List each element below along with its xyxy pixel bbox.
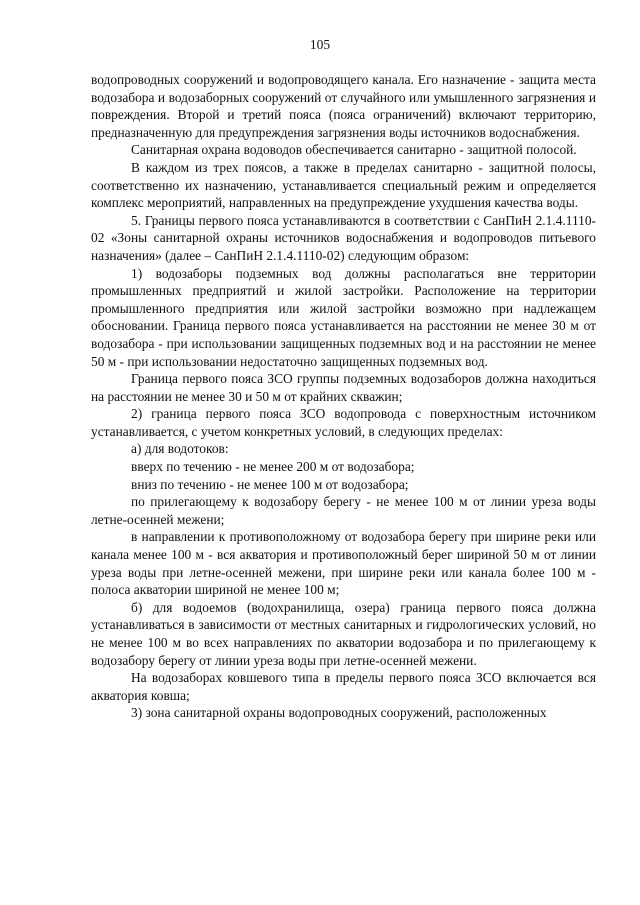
paragraph: Граница первого пояса ЗСО группы подземных водозаборов должна находиться на расстоянии не менее 30 и 50 м от крайних скважин; [91, 371, 596, 404]
paragraph: На водозаборах ковшевого типа в пределы первого пояса ЗСО включается вся акватория ковша; [91, 670, 596, 703]
paragraph: 2) граница первого пояса ЗСО водопровода с поверхностным источником устанавливается, с учетом конкретных условий, в следующих пределах: [91, 406, 596, 439]
page-number: 105 [309, 37, 331, 52]
paragraph-truncated: 3) зона санитарной охраны водопроводных сооружений, расположенных [131, 705, 547, 721]
paragraph: а) для водотоков: [131, 441, 229, 457]
paragraph: по прилегающему к водозабору берегу - не менее 100 м от линии уреза воды летне-осенней межени; [91, 494, 596, 527]
document-body [91, 71, 596, 722]
paragraph-continuation: водопроводных сооружений и водопроводящего канала. Его назначение - защита места водозабора и водозаборных сооружений от случайного или умышленного загрязнения и повреждения. Второй и третий пояса (пояса ограничений) включают территорию, предназначенную для предупреждения загрязнения воды источников водоснабжения. [91, 72, 596, 140]
paragraph: в направлении к противоположному от водозабора берегу при ширине реки или канала менее 100 м - вся акватория и противоположный берег шириной 50 м от линии уреза воды при летне-осенней межени, при ширине реки или канала более 100 м - полоса акватории шириной не менее 100 м; [91, 529, 596, 598]
paragraph: В каждом из трех поясов, а также в пределах санитарно - защитной полосы, соответственно их назначению, устанавливается специальный режим и определяется комплекс мероприятий, направленных на предупреждение ухудшения качества воды. [91, 159, 596, 211]
paragraph: вверх по течению - не менее 200 м от водозабора; [131, 459, 415, 475]
paragraph: б) для водоемов (водохранилища, озера) граница первого пояса должна устанавливаться в зависимости от местных санитарных и гидрологических условий, но не менее 100 м во всех направлениях по акватории водозабора и по прилегающему к водозабору берегу от линии уреза воды при летне-осенней межени. [91, 599, 596, 668]
paragraph: вниз по течению - не менее 100 м от водозабора; [131, 476, 409, 492]
paragraph: Санитарная охрана водоводов обеспечивается санитарно - защитной полосой. [131, 142, 577, 158]
paragraph: 1) водозаборы подземных вод должны располагаться вне территории промышленных предприятий и жилой застройки. Расположение на территории промышленного предприятия или жилой застройки возможно при надлежащем обосновании. Граница первого пояса устанавливается на расстоянии не менее 30 м от водозабора - при использовании защищенных подземных вод и на расстоянии не менее 50 м - при использовании недостаточно защищенных подземных вод. [91, 265, 596, 369]
paragraph: 5. Границы первого пояса устанавливаются в соответствии с СанПиН 2.1.4.1110-02 «Зоны санитарной охраны источников водоснабжения и водопроводов питьевого назначения» (далее – СанПиН 2.1.4.1110-02) следующим образом: [91, 212, 596, 263]
